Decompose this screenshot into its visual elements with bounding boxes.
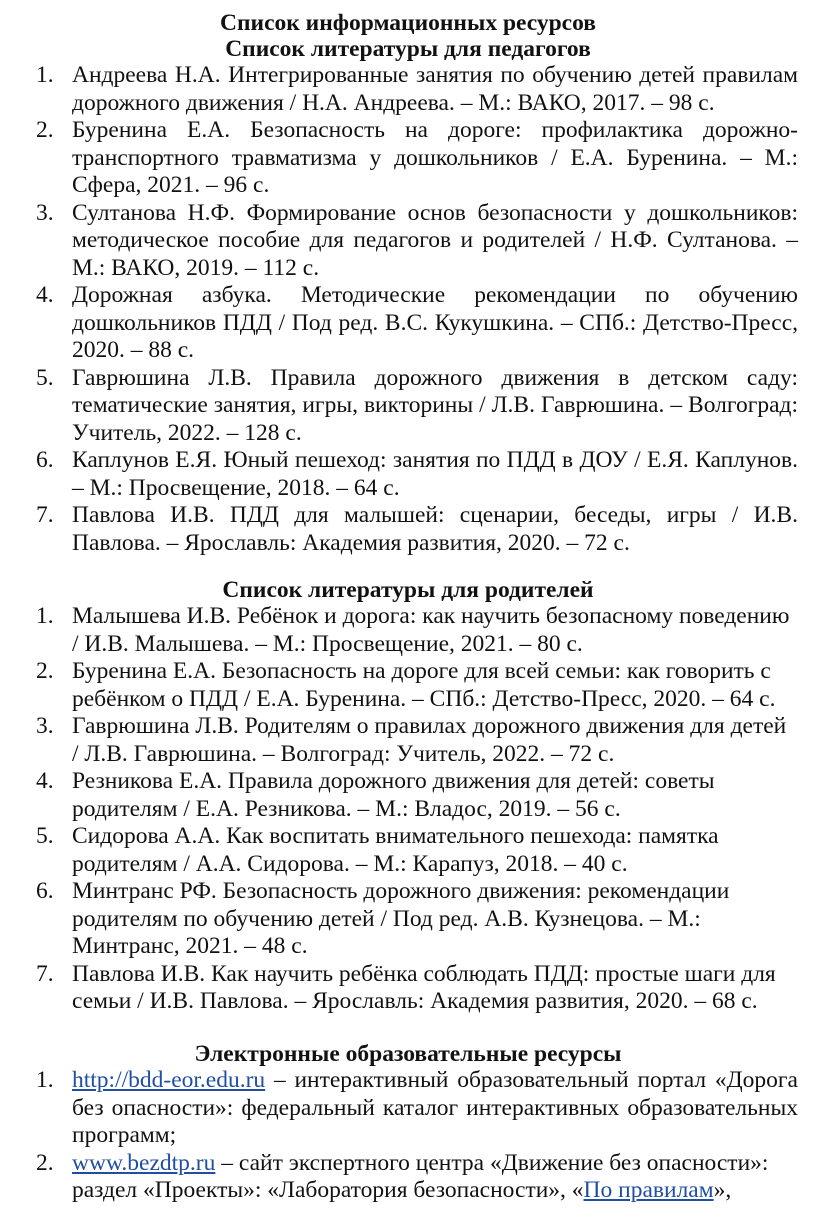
item-text: Буренина Е.А. Безопасность на дороге для всей семьи: как говорить с ребёнком о ПДД / Е.А. Буренина. – СПб.: Детство-Пресс, 2020. – 64 с. bbox=[72, 658, 776, 712]
item-number: 6. bbox=[36, 447, 54, 473]
item-text: Минтранс РФ. Безопасность дорожного движения: рекомендации родителям по обучению детей / Под ред. А.В. Кузнецова. – М.: Минтранс, 2021. – 48 с. bbox=[72, 878, 730, 959]
item-text: Буренина Е.А. Безопасность на дороге: профилактика дорожно-транспортного травматизма у дошкольников / Е.А. Буренина. – М.: Сфера, 2021. – 96 с. bbox=[72, 117, 798, 198]
bdd-eor-link[interactable]: http://bdd-eor.edu.ru bbox=[72, 1067, 266, 1093]
item-number: 4. bbox=[36, 282, 54, 308]
list-item bbox=[0, 878, 816, 961]
item-number: 4. bbox=[36, 768, 54, 794]
list-item bbox=[0, 1150, 816, 1205]
list-item bbox=[0, 62, 816, 117]
list-item bbox=[0, 447, 816, 502]
parents-list-title: Список литературы для родителей bbox=[222, 577, 594, 603]
teachers-list-title: Список литературы для педагогов bbox=[225, 36, 591, 62]
item-text: – сайт экспертного центра «Движение без опасности»: раздел «Проекты»: «Лаборатория безопасности», « bbox=[72, 1149, 769, 1203]
teachers-section bbox=[0, 0, 816, 557]
parents-list bbox=[0, 603, 816, 1016]
item-number: 6. bbox=[36, 878, 54, 904]
item-text: Сидорова А.А. Как воспитать внимательного пешехода: памятка родителям / А.А. Сидорова. – М.: Карапуз, 2018. – 40 с. bbox=[72, 823, 719, 877]
item-text: Малышева И.В. Ребёнок и дорога: как научить безопасному поведению / И.В. Малышева. – М.: Просвещение, 2021. – 80 с. bbox=[72, 603, 790, 657]
item-number: 1. bbox=[36, 1067, 54, 1093]
electronic-resources-title: Электронные образовательные ресурсы bbox=[194, 1041, 622, 1067]
list-item bbox=[0, 117, 816, 200]
item-text: Каплунов Е.Я. Юный пешеход: занятия по ПДД в ДОУ / Е.Я. Каплунов. – М.: Просвещение, 2018. – 64 с. bbox=[72, 447, 798, 501]
item-text: Павлова И.В. ПДД для малышей: сценарии, беседы, игры / И.В. Павлова. – Ярославль: Академия развития, 2020. – 72 с. bbox=[72, 502, 798, 556]
item-number: 1. bbox=[36, 603, 54, 629]
list-item bbox=[0, 200, 816, 283]
electronic-resources-list bbox=[0, 1067, 816, 1205]
item-text: Андреева Н.А. Интегрированные занятия по обучению детей правилам дорожного движения / Н.А. Андреева. – М.: ВАКО, 2017. – 98 с. bbox=[72, 62, 798, 116]
parents-section bbox=[0, 577, 816, 1016]
item-text: Султанова Н.Ф. Формирование основ безопасности у дошкольников: методическое пособие для педагогов и родителей / Н.Ф. Султанова. – М.: ВАКО, 2019. – 112 с. bbox=[72, 199, 798, 281]
item-number: 2. bbox=[36, 117, 54, 143]
main-title: Список информационных ресурсов bbox=[220, 10, 596, 36]
list-item bbox=[0, 768, 816, 823]
po-pravilam-link[interactable]: По правилам bbox=[583, 1177, 714, 1203]
item-number: 5. bbox=[36, 364, 54, 391]
list-item bbox=[0, 1067, 816, 1150]
item-number: 5. bbox=[36, 823, 54, 849]
item-text: Гаврюшина Л.В. Родителям о правилах дорожного движения для детей / Л.В. Гаврюшина. – Волгоград: Учитель, 2022. – 72 с. bbox=[72, 713, 787, 767]
item-text: – интерактивный образовательный портал «Дорога без опасности»: федеральный каталог интерактивных образовательных программ; bbox=[72, 1067, 798, 1148]
list-item bbox=[0, 823, 816, 878]
item-text: Гаврюшина Л.В. Правила дорожного движения в детском саду: тематические занятия, игры, викторины / Л.В. Гаврюшина. – Волгоград: Учитель, 2022. – 128 с. bbox=[72, 364, 798, 446]
list-item bbox=[0, 603, 816, 658]
item-number: 3. bbox=[36, 199, 54, 226]
list-item bbox=[0, 365, 816, 448]
teachers-list bbox=[0, 62, 816, 557]
list-item bbox=[0, 713, 816, 768]
item-text: Дорожная азбука. Методические рекомендации по обучению дошкольников ПДД / Под ред. В.С. Кукушкина. – СПб.: Детство-Пресс, 2020. – 88 с. bbox=[72, 282, 798, 363]
list-item bbox=[0, 282, 816, 365]
item-number: 3. bbox=[36, 713, 54, 739]
bezdtp-link[interactable]: www.bezdtp.ru bbox=[72, 1149, 216, 1176]
item-number: 7. bbox=[36, 502, 54, 528]
list-item bbox=[0, 502, 816, 557]
list-item bbox=[0, 658, 816, 713]
item-text: Резникова Е.А. Правила дорожного движения для детей: советы родителям / Е.А. Резникова. – М.: Владос, 2019. – 56 с. bbox=[72, 768, 715, 822]
electronic-section bbox=[0, 1041, 816, 1205]
item-number: 2. bbox=[36, 1149, 54, 1176]
item-number: 7. bbox=[36, 960, 54, 987]
item-number: 2. bbox=[36, 658, 54, 684]
item-text: Павлова И.В. Как научить ребёнка соблюдать ПДД: простые шаги для семьи / И.В. Павлова. – Ярославль: Академия развития, 2020. – 68 с. bbox=[72, 960, 776, 1014]
list-item bbox=[0, 961, 816, 1016]
item-number: 1. bbox=[36, 62, 54, 88]
item-text-tail: », bbox=[713, 1177, 732, 1203]
